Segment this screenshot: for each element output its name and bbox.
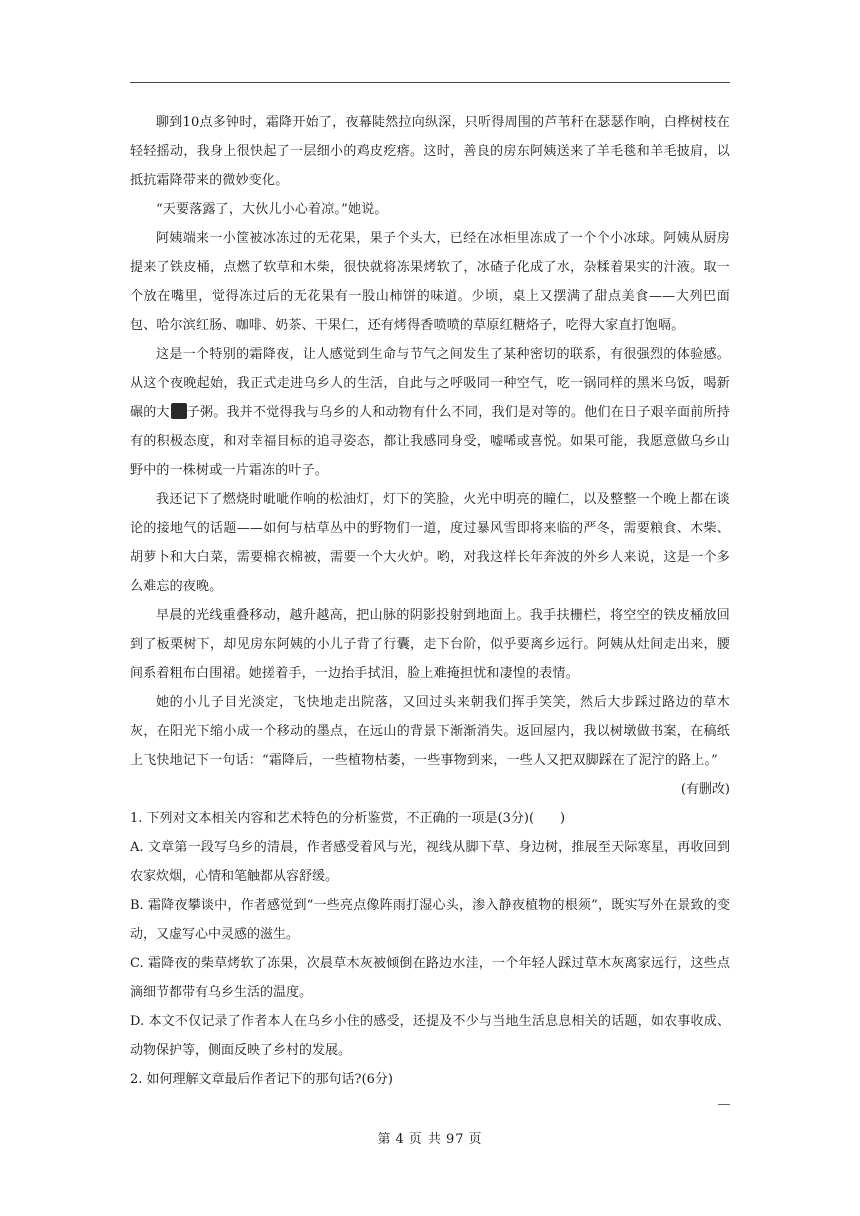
- option-b: B. 霜降夜攀谈中，作者感觉到“一些亮点像阵雨打湿心头，渗入静夜植物的根须”，既实写外在景致的变动，又虚写心中灵感的滋生。: [130, 898, 730, 942]
- paragraph-7: 她的小儿子目光淡定，飞快地走出院落，又回过头来朝我们挥手笑笑，然后大步踩过路边的草木灰，在阳光下缩小成一个移动的墨点，在远山的背景下渐渐消失。返回屋内，我以树墩做书案，在稿纸上飞快地记下一句话：“霜降后，一些植物枯萎，一些事物到来，一些人又把双脚踩在了泥泞的路上。”: [130, 695, 730, 768]
- header-rule: [130, 82, 730, 83]
- option-a: A. 文章第一段写乌乡的清晨，作者感受着风与光，视线从脚下草、身边树，推展至天际寒星，再收回到农家炊烟，心情和笔触都从容舒缓。: [130, 840, 730, 884]
- footer-middle: 页 共: [408, 1132, 442, 1147]
- source-note: (有删改): [680, 782, 730, 797]
- paragraph-4-part-1: 这是一个特别的霜降夜，让人感觉到生命与节气之间发生了某种密切的联系，有很强烈的体验感。从这个夜晚起始，我正式走进乌乡人的生活，自此与之呼吸同一种空气，吃一锅同样的黑米乌饭，喝新碾的大: [130, 347, 730, 420]
- option-d: D. 本文不仅记录了作者本人在乌乡小住的感受，还提及不少与当地生活息息相关的话题，如农事收成、动物保护等，侧面反映了乡村的发展。: [130, 1014, 730, 1058]
- question-1-close: ): [560, 811, 566, 826]
- paragraph-4-part-2: 子粥。我并不觉得我与乌乡的人和动物有什么不同，我们是对等的。他们在日子艰辛面前所持有的积极态度，和对幸福目标的追寻姿态，都让我感同身受，嘘唏或喜悦。如果可能，我愿意做乌乡山野中的一株树或一片霜冻的叶子。: [130, 405, 730, 478]
- question-1-text: 1. 下列对文本相关内容和艺术特色的分析鉴赏，不正确的一项是(3分)(: [130, 811, 535, 826]
- footer-prefix: 第: [377, 1132, 392, 1147]
- paragraph-1: 聊到10点多钟时，霜降开始了，夜幕陡然拉向纵深，只听得周围的芦苇秆在瑟瑟作响，白桦树枝在轻轻摇动，我身上很快起了一层细小的鸡皮疙瘩。这时，善良的房东阿姨送来了羊毛毯和羊毛披肩，以抵抗霜降带来的微妙变化。: [130, 115, 730, 188]
- corner-dash: [718, 1104, 730, 1105]
- document-body: [130, 108, 730, 1094]
- paragraph-5: 我还记下了燃烧时呲呲作响的松油灯，灯下的笑脸，火光中明亮的瞳仁，以及整整一个晚上都在谈论的接地气的话题——如何与枯草丛中的野物们一道，度过暴风雪即将来临的严冬，需要粮食、木柴、胡萝卜和大白菜，需要棉衣棉被，需要一个大火炉。哟，对我这样长年奔波的外乡人来说，这是一个多么难忘的夜晚。: [130, 492, 730, 594]
- page-footer: [0, 1128, 860, 1147]
- paragraph-3: 阿姨端来一小筐被冰冻过的无花果，果子个头大，已经在冰柜里冻成了一个个小冰球。阿姨从厨房提来了铁皮桶，点燃了软草和木柴，很快就将冻果烤软了，冰碴子化成了水，杂糅着果实的汁液。取一个放在嘴里，觉得冻过后的无花果有一股山柿饼的味道。少顷，桌上又摆满了甜点美食——大列巴面包、哈尔滨红肠、咖啡、奶茶、干果仁，还有烤得香喷喷的草原红糖烙子，吃得大家直打饱嗝。: [130, 231, 730, 333]
- paragraph-4: [130, 340, 730, 485]
- question-2: 2. 如何理解文章最后作者记下的那句话?(6分): [130, 1072, 393, 1087]
- paragraph-2: “天要落露了，大伙儿小心着凉。”她说。: [156, 202, 388, 217]
- option-c: C. 霜降夜的柴草烤软了冻果，次晨草木灰被倾倒在路边水洼，一个年轻人踩过草木灰离家远行，这些点滴细节都带有乌乡生活的温度。: [130, 956, 730, 1000]
- inline-character-image: [171, 403, 187, 419]
- paragraph-6: 早晨的光线重叠移动，越升越高，把山脉的阴影投射到地面上。我手扶栅栏，将空空的铁皮桶放回到了板栗树下，却见房东阿姨的小儿子背了行囊，走下台阶，似乎要离乡远行。阿姨从灶间走出来，腰间系着粗布白围裙。她搓着手，一边抬手拭泪，脸上难掩担忧和凄惶的表情。: [130, 608, 730, 681]
- footer-page-number: 4: [395, 1132, 405, 1147]
- footer-total-pages: 97: [445, 1132, 465, 1147]
- footer-suffix: 页: [468, 1132, 483, 1147]
- question-1-stem: [130, 804, 730, 833]
